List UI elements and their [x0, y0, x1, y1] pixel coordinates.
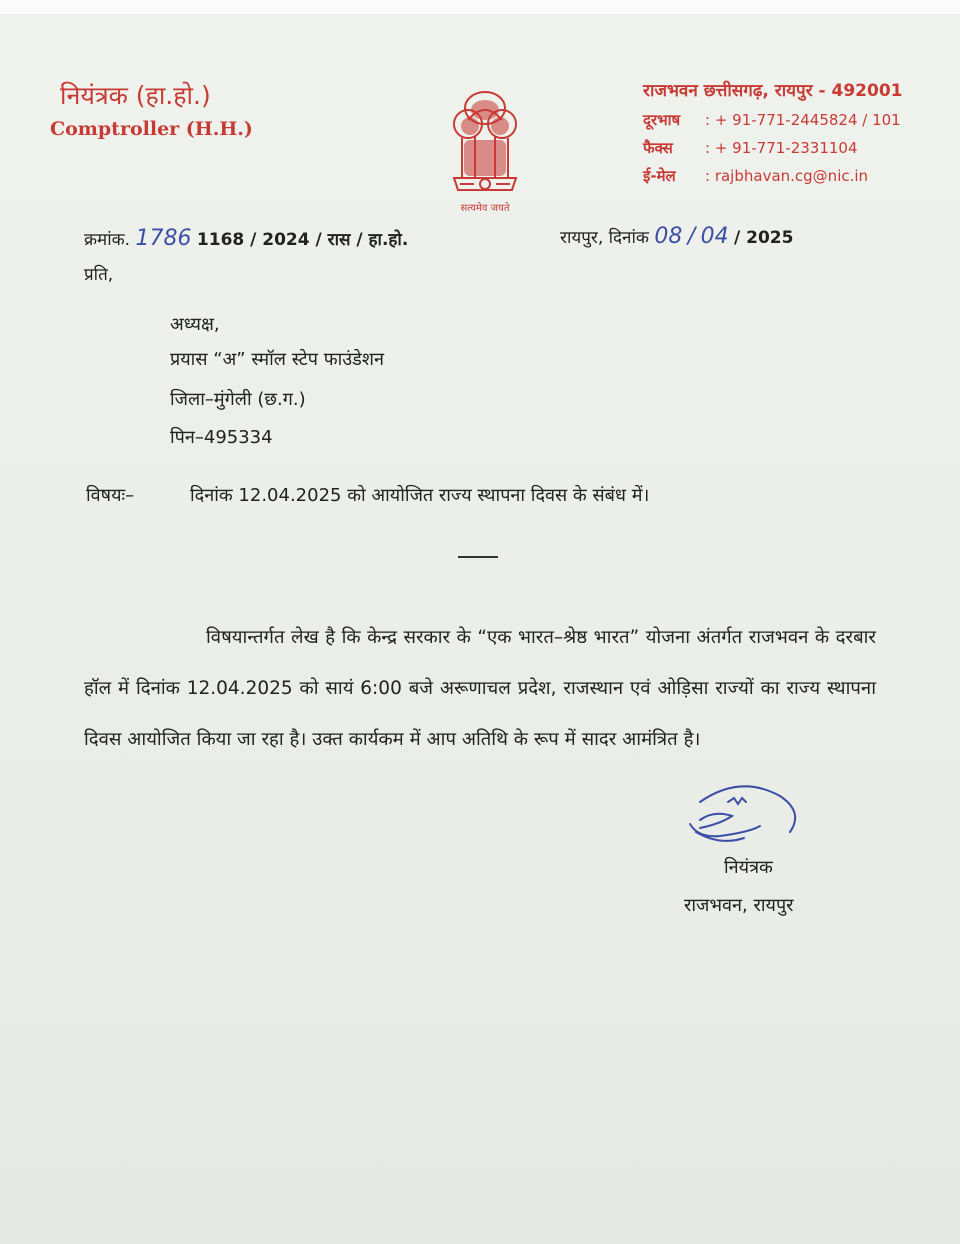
reference-prefix: क्रमांक.	[84, 230, 131, 250]
subject-text: दिनांक 12.04.2025 को आयोजित राज्य स्थापना दिवस के संबंध में।	[190, 485, 650, 506]
signatory-designation: नियंत्रक	[724, 857, 773, 878]
date-line: रायपुर, दिनांक 08 / 04 / 2025	[560, 224, 794, 249]
email-row	[643, 166, 868, 186]
divider	[458, 556, 498, 558]
office-title-hindi: नियंत्रक (हा.हो.)	[60, 81, 211, 110]
subject-label: विषयः–	[86, 485, 135, 506]
body-text: विषयान्तर्गत लेख है कि केन्द्र सरकार के “एक भारत–श्रेष्ठ भारत” योजना अंतर्गत राजभवन के दरबार हॉल में दिनांक 12.04.2025 को सायं 6:00 बजे अरूणाचल प्रदेश, राजस्थान एवं ओड़िसा राज्यों का राज्य स्थापना दिवस आयोजित किया जा रहा है। उक्त कार्यकम में आप अतिथि के रूप में सादर आमंत्रित है।	[84, 627, 876, 750]
reference-number: 1168 / 2024 / रास / हा.हो.	[196, 230, 409, 250]
reference-handwritten-number: 1786	[135, 226, 192, 251]
fax-row	[643, 138, 858, 158]
email-value: : rajbhavan.cg@nic.in	[705, 167, 869, 185]
date-prefix: रायपुर, दिनांक	[560, 228, 649, 248]
national-emblem-icon	[440, 80, 530, 220]
phone-label: दूरभाष	[643, 111, 681, 129]
addressee-line-4: पिन–495334	[170, 427, 273, 448]
reference-line	[84, 226, 408, 251]
signature-scribble	[680, 780, 810, 850]
subject-line	[86, 483, 649, 507]
addressee-line-2: प्रयास “अ” स्मॉल स्टेप फाउंडेशन	[170, 349, 384, 370]
phone-row	[643, 110, 901, 130]
page-top-strip	[0, 0, 960, 14]
addressee-line-1: अध्यक्ष,	[170, 314, 220, 335]
addressee-line-3: जिला–मुंगेली (छ.ग.)	[170, 389, 306, 410]
fax-label: फैक्स	[643, 139, 673, 157]
addressee-label: प्रति,	[84, 265, 114, 285]
date-month: 04	[700, 224, 729, 249]
fax-value: : + 91-771-2331104	[705, 139, 858, 157]
phone-value: : + 91-771-2445824 / 101	[705, 111, 901, 129]
emblem-motto: सत्यमेव जयते	[460, 203, 510, 214]
date-day: 08	[654, 224, 683, 249]
email-label: ई-मेल	[643, 167, 676, 185]
date-year: / 2025	[734, 228, 794, 248]
signatory-office: राजभवन, रायपुर	[684, 895, 794, 916]
letterhead-address: राजभवन छत्तीसगढ़, रायपुर - 492001	[643, 81, 903, 101]
body-paragraph	[84, 612, 876, 765]
office-title-english: Comptroller (H.H.)	[50, 118, 253, 140]
